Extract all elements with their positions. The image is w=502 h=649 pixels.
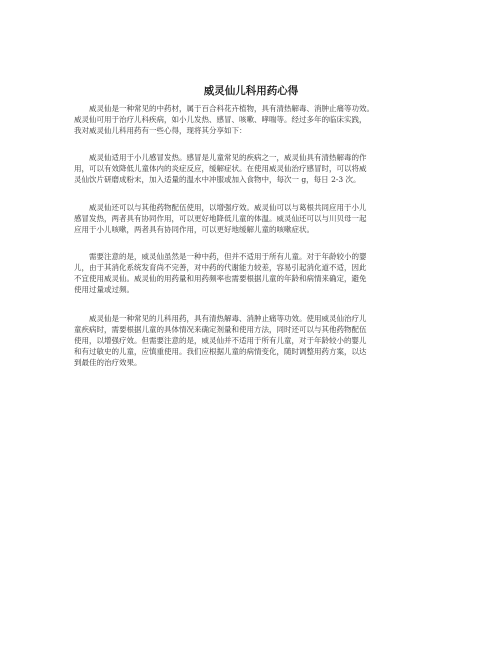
paragraph-3	[74, 202, 442, 235]
paragraph-2	[74, 152, 442, 185]
text-line: 使用过量或过频。	[74, 285, 134, 294]
paragraph-5	[74, 313, 442, 368]
text-line: 灵仙饮片研磨成粉末，加入适量的温水中冲服或加入食物中，每次一 g，每日 2-3 次。	[74, 175, 361, 184]
text-line: 威灵仙是一种常见的中药材，属于百合科花卉植物，具有清热解毒、消肿止痛等功效。	[89, 104, 374, 113]
paragraph-4	[74, 251, 442, 295]
text-line: 威灵仙还可以与其他药物配伍使用，以增强疗效。威灵仙可以与葛根共同应用于小儿	[89, 203, 367, 212]
text-line: 使用，以增强疗效。但需要注意的是，威灵仙并不适用于所有儿童，对于年龄较小的婴儿	[74, 336, 367, 345]
text-line: 威灵仙是一种常见的儿科用药，具有清热解毒、消肿止痛等功效。使用威灵仙治疗儿	[89, 314, 367, 323]
document-title: 威灵仙儿科用药心得	[203, 85, 299, 97]
text-line: 感冒发热，两者具有协同作用，可以更好地降低儿童的体温。威灵仙还可以与川贝母一起	[74, 214, 367, 223]
text-line: 需要注意的是，威灵仙虽然是一种中药，但并不适用于所有儿童。对于年龄较小的婴	[89, 252, 367, 261]
text-line: 到最佳的治疗效果。	[74, 358, 142, 367]
text-line: 不宜使用威灵仙。威灵仙的用药量和用药频率也需要根据儿童的年龄和病情来确定，避免	[74, 274, 367, 283]
text-line: 童疾病时，需要根据儿童的具体情况来确定剂量和使用方法，同时还可以与其他药物配伍	[74, 325, 367, 334]
text-line: 用，可以有效降低儿童体内的炎症反应，缓解症状。在使用威灵仙治疗感冒时，可以将威	[74, 164, 367, 173]
text-line: 我对威灵仙儿科用药有一些心得，现将其分享如下：	[74, 126, 247, 135]
text-line: 威灵仙可用于治疗儿科疾病，如小儿发热、感冒、咳嗽、哮喘等。经过多年的临床实践，	[74, 115, 367, 124]
paragraph-1	[74, 103, 442, 136]
text-line: 应用于小儿咳嗽，两者具有协同作用，可以更好地缓解儿童的咳嗽症状。	[74, 225, 314, 234]
text-line: 威灵仙适用于小儿感冒发热。感冒是儿童常见的疾病之一，威灵仙具有清热解毒的作	[89, 153, 367, 162]
text-line: 儿，由于其消化系统发育尚不完善，对中药的代谢能力较差，容易引起消化道不适，因此	[74, 263, 367, 272]
text-line: 和有过敏史的儿童，应慎重使用。我们应根据儿童的病情变化，随时调整用药方案，以达	[74, 347, 367, 356]
